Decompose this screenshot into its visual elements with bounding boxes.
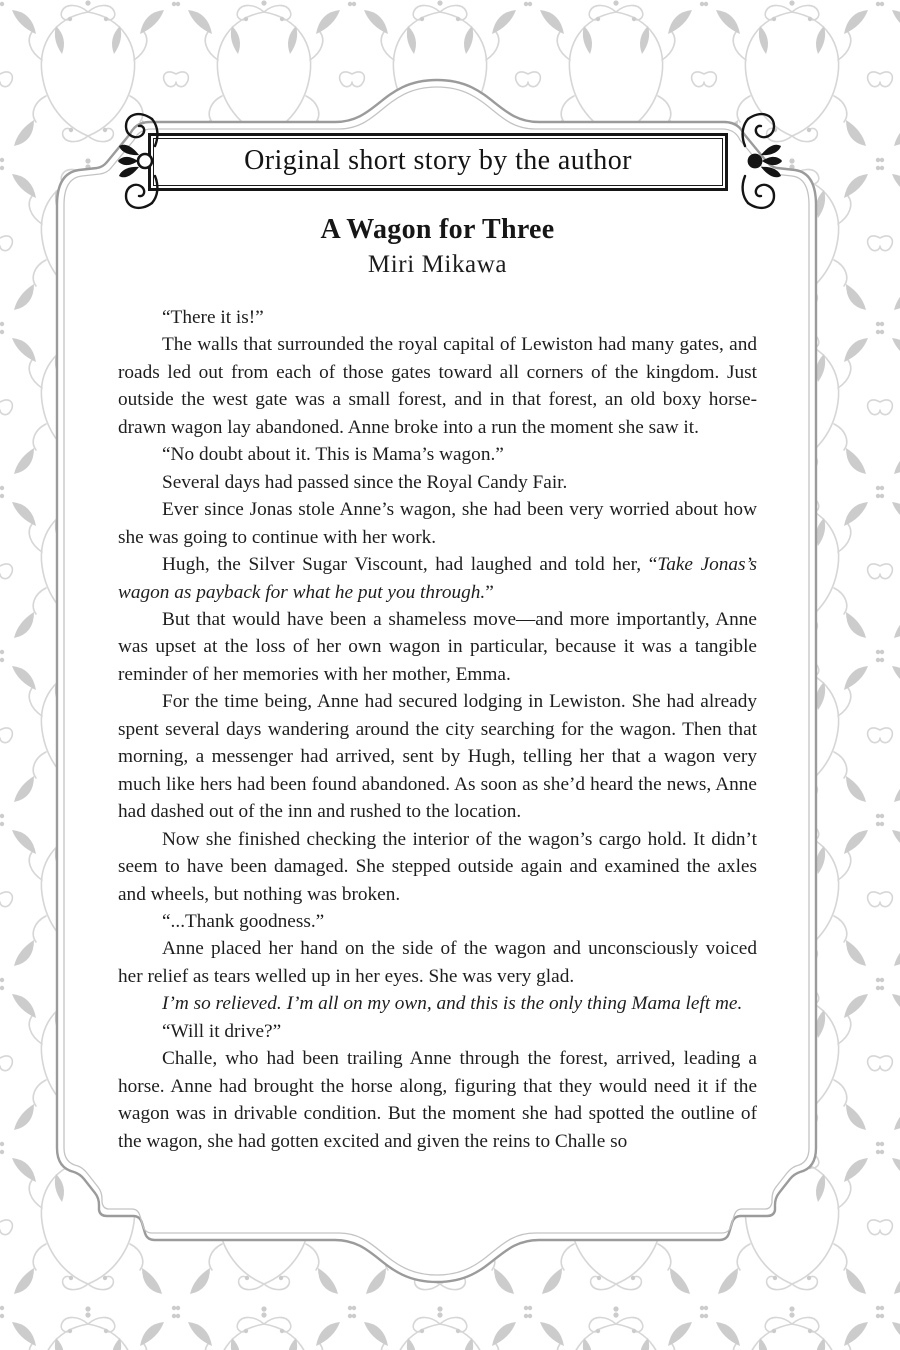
- story-paragraph: [118, 469, 757, 496]
- story-text: “Will it drive?”: [162, 1020, 282, 1042]
- story-author: Miri Mikawa: [367, 251, 508, 279]
- story-text-italic: Take Jonas’s wagon as payback for what he put you through.: [118, 554, 757, 603]
- story-text: Anne placed her hand on the side of the wagon and unconsciously voiced her relief as tears welled up in her eyes. She was very glad.: [118, 938, 757, 987]
- story-paragraph: [118, 331, 757, 441]
- story-text: “No doubt about it. This is Mama’s wagon.”: [162, 444, 504, 466]
- story-text: “There it is!”: [162, 307, 264, 328]
- story-paragraph: [118, 990, 757, 1017]
- story-title: A Wagon for Three: [320, 214, 555, 245]
- fleuron-left-icon: [118, 106, 178, 216]
- story-paragraph: [118, 496, 757, 551]
- title-block: [118, 214, 757, 279]
- story-text: Now she finished checking the interior of the wagon’s cargo hold. It didn’t seem to have been damaged. She stepped outside again and examined the axles and wheels, but nothing was broken.: [118, 828, 757, 905]
- story-text: For the time being, Anne had secured lodging in Lewiston. She had already spent several days wandering around the city searching for the wagon. Then that morning, a messenger had arrived, sent by Hugh, telling her that a wagon very much like hers had been found abandoned. As soon as she’d heard the news, Anne had dashed out of the inn and rushed to the location.: [118, 691, 757, 823]
- story-text: Hugh, the Silver Sugar Viscount, had laughed and told her, “: [162, 554, 658, 576]
- story-paragraph: [118, 551, 757, 606]
- story-paragraph: [118, 688, 757, 825]
- header-banner: [148, 133, 728, 191]
- story-paragraph: [118, 304, 757, 331]
- fleuron-right-icon: [722, 106, 782, 216]
- header-banner-inner-border: [153, 138, 723, 186]
- story-text: But that would have been a shameless move—and more importantly, Anne was upset at the loss of her own wagon in particular, because it was a tangible reminder of her memories with her mother, Emma.: [118, 608, 757, 685]
- story-paragraph: [118, 908, 757, 935]
- story-text-italic: I’m so relieved. I’m all on my own, and this is the only thing Mama left me.: [162, 993, 743, 1015]
- story-paragraph: [118, 1045, 757, 1155]
- story-body: [118, 304, 757, 1194]
- story-text: “...Thank goodness.”: [162, 910, 325, 932]
- story-text: Challe, who had been trailing Anne through the forest, arrived, leading a horse. Anne had brought the horse along, figuring that they would need it if the wagon was in drivable condition. But the moment she had spotted the outline of the wagon, she had gotten excited and given the reins to Challe so: [118, 1048, 757, 1152]
- story-paragraph: [118, 441, 757, 468]
- story-paragraph: [118, 826, 757, 908]
- story-text: ”: [485, 581, 494, 603]
- header-banner-label: Original short story by the author: [244, 145, 632, 176]
- story-text: The walls that surrounded the royal capital of Lewiston had many gates, and roads led out from each of those gates toward all corners of the kingdom. Just outside the west gate was a small forest, and in that forest, an old boxy horse-drawn wagon lay abandoned. Anne broke into a run the moment she saw it.: [118, 334, 757, 438]
- story-paragraph: [118, 935, 757, 990]
- story-text: Several days had passed since the Royal Candy Fair.: [162, 471, 568, 493]
- story-paragraph: [118, 606, 757, 688]
- story-text: Ever since Jonas stole Anne’s wagon, she had been very worried about how she was going to continue with her work.: [118, 499, 757, 548]
- story-paragraph: [118, 1018, 757, 1045]
